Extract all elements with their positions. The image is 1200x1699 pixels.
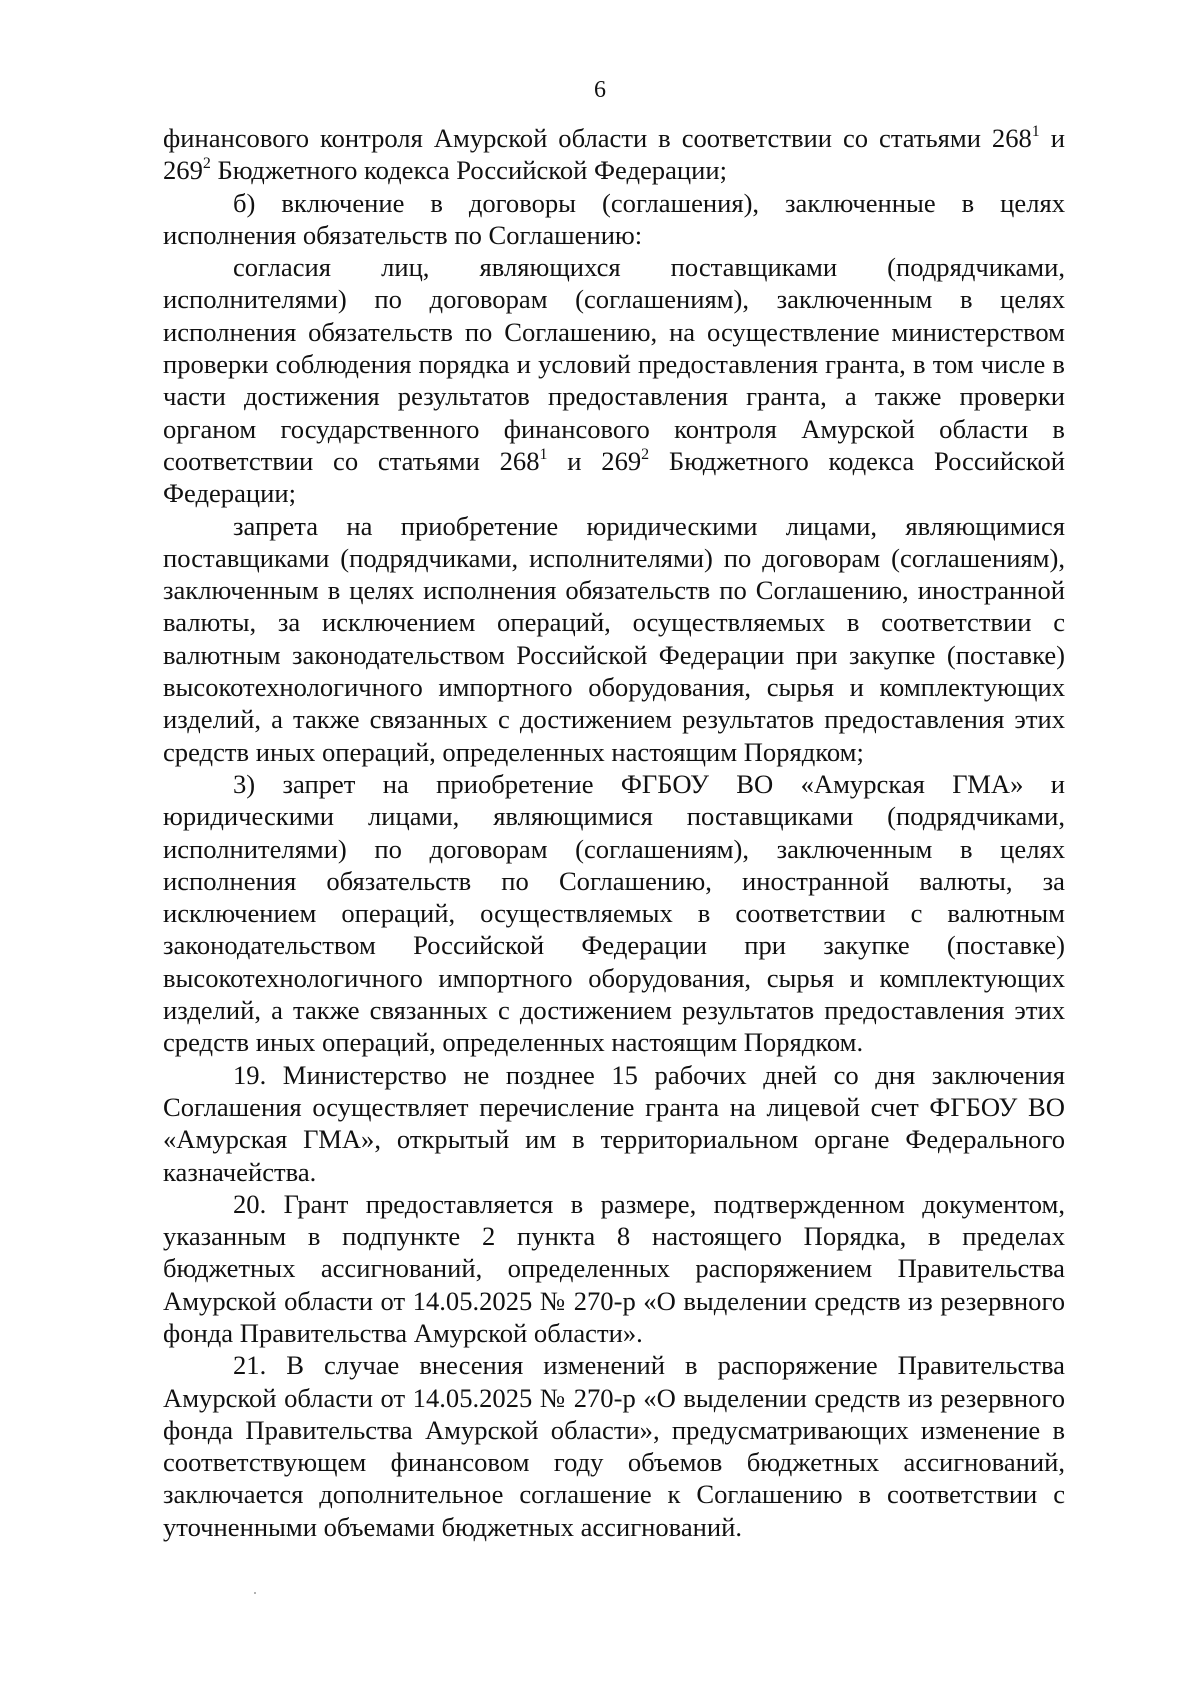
paragraph-item-3: 3) запрет на приобретение ФГБОУ ВО «Амурская ГМА» и юридическими лицами, являющимися поставщиками (подрядчиками, исполнителями) по договорам (соглашениям), заключенным в целях исполнения обязательств по Соглашению, иностранной валюты, за исключением операций, осуществляемых в соответствии с валютным законодательством Российской Федерации при закупке (поставке) высокотехнологичного импортного оборудования, сырья и комплектующих изделий, а также связанных с достижением результатов предоставления этих средств иных операций, определенных настоящим Порядком.: [163, 768, 1065, 1058]
paragraph-clause-20: 20. Грант предоставляется в размере, подтвержденном документом, указанным в подпункте 2 пункта 8 настоящего Порядка, в пределах бюджетных ассигнований, определенных распоряжением Правительства Амурской области от 14.05.2025 № 270-р «О выделении средств из резервного фонда Правительства Амурской области».: [163, 1188, 1065, 1348]
superscript: 1: [1031, 122, 1040, 140]
document-body: [163, 122, 1065, 1543]
paragraph-clause-19: 19. Министерство не позднее 15 рабочих дней со дня заключения Соглашения осуществляет перечисление гранта на лицевой счет ФГБОУ ВО «Амурская ГМА», открытый им в территориальном органе Федерального казначейства.: [163, 1059, 1065, 1187]
paragraph-prohibition: запрета на приобретение юридическими лицами, являющимися поставщиками (подрядчиками, исполнителями) по договорам (соглашениям), заключенным в целях исполнения обязательств по Соглашению, иностранной валюты, за исключением операций, осуществляемых в соответствии с валютным законодательством Российской Федерации при закупке (поставке) высокотехнологичного импортного оборудования, сырья и комплектующих изделий, а также связанных с достижением результатов предоставления этих средств иных операций, определенных настоящим Порядком;: [163, 510, 1065, 767]
paragraph-item-b: б) включение в договоры (соглашения), заключенные в целях исполнения обязательств по Соглашению:: [163, 187, 1065, 250]
superscript: 2: [641, 445, 650, 463]
page-number: 6: [594, 77, 606, 103]
paragraph-continuation: финансового контроля Амурской области в соответствии со статьями $268^1$ и $269^2$ Бюджетного кодекса Российской Федерации;: [163, 122, 1065, 186]
paragraph-consent: согласия лиц, являющихся поставщиками (подрядчиками, исполнителями) по договорам (соглашениям), заключенным в целях исполнения обязательств по Соглашению, на осуществление министерством проверки соблюдения порядка и условий предоставления гранта, в том числе в части достижения результатов предоставления гранта, а также проверки органом государственного финансового контроля Амурской области в соответствии со статьями $268^1$ и $269^2$ Бюджетного кодекса Российской Федерации;: [163, 252, 1066, 509]
paragraph-clause-21: 21. В случае внесения изменений в распоряжение Правительства Амурской области от 14.05.2025 № 270-р «О выделении средств из резервного фонда Правительства Амурской области», предусматривающих изменение в соответствующем финансовом году объемов бюджетных ассигнований, заключается дополнительное соглашение к Соглашению в соответствии с уточненными объемами бюджетных ассигнований.: [163, 1350, 1065, 1542]
superscript: 1: [539, 445, 548, 463]
superscript: 2: [202, 154, 211, 172]
scan-artifact-dot: [254, 1592, 256, 1594]
